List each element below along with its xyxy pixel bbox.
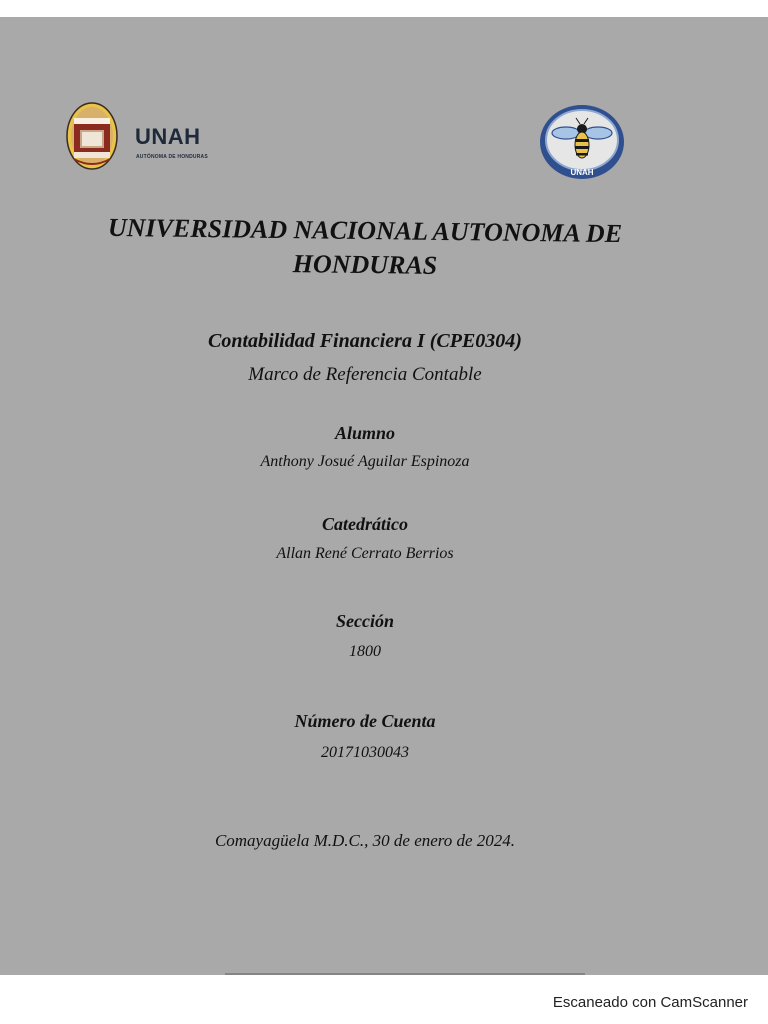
section-label: Sección (336, 611, 394, 631)
section-value: 1800 (349, 643, 381, 660)
unah-bee-logo (538, 103, 626, 181)
page-edge-line (225, 973, 585, 975)
professor-label: Catedrático (322, 514, 408, 534)
course-topic: Marco de Referencia Contable (248, 364, 482, 385)
camscanner-watermark: Escaneado con CamScanner (552, 994, 748, 1011)
professor-name: Allan René Cerrato Berrios (276, 545, 454, 562)
course-name: Contabilidad Financiera I (CPE0304) (208, 330, 522, 352)
account-label: Número de Cuenta (294, 711, 436, 731)
unah-brand-text: UNAH (135, 124, 201, 149)
unah-seal-icon (66, 102, 118, 170)
place-date: Comayagüela M.D.C., 30 de enero de 2024. (214, 831, 516, 850)
university-title-line2: HONDURAS (292, 249, 438, 280)
student-label: Alumno (334, 423, 396, 443)
bee-logo-label: UNAH (570, 168, 594, 177)
university-title-line1: UNIVERSIDAD NACIONAL AUTONOMA DE (107, 212, 623, 249)
unah-brand-subtext: AUTÓNOMA DE HONDURAS (136, 154, 208, 160)
unah-logo (66, 102, 226, 172)
student-name: Anthony Josué Aguilar Espinoza (260, 453, 470, 470)
account-value: 20171030043 (321, 744, 409, 761)
